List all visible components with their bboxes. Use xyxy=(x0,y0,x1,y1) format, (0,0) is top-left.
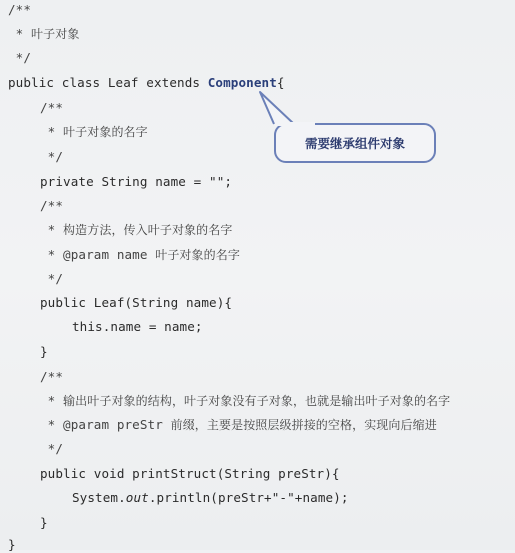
comment-star: * xyxy=(40,393,64,408)
code-line-3 xyxy=(8,50,31,66)
println-call: .println(preStr+"-"+name); xyxy=(148,490,349,505)
callout-pointer-join xyxy=(273,121,317,127)
code-line-20 xyxy=(40,466,340,482)
comment-text: 叶子对象的名字 xyxy=(63,125,148,139)
comment-close: */ xyxy=(40,271,64,286)
code-line-15 xyxy=(40,344,48,360)
comment-text: 构造方法，传入叶子对象的名字 xyxy=(63,223,233,237)
comment-text: 前缀，主要是按照层级拼接的空格，实现向后缩进 xyxy=(170,418,437,432)
comment-star: * xyxy=(40,222,64,237)
comment-star: * xyxy=(40,124,64,139)
code-line-17 xyxy=(40,393,450,409)
code-line-22 xyxy=(40,515,48,531)
open-brace: { xyxy=(276,75,285,90)
code-line-9 xyxy=(40,198,63,214)
class-close-brace: } xyxy=(8,537,16,552)
code-line-8 xyxy=(40,174,232,190)
code-line-23 xyxy=(8,537,16,553)
component-keyword: Component xyxy=(207,75,277,90)
code-line-7 xyxy=(40,149,63,165)
out-field: out xyxy=(125,490,149,505)
callout-text: 需要继承组件对象 xyxy=(304,136,405,151)
code-line-14 xyxy=(72,319,203,335)
comment-star: * xyxy=(8,26,32,41)
code-line-18 xyxy=(40,417,437,433)
assignment-statement: this.name = name; xyxy=(72,319,203,334)
comment-open: /** xyxy=(8,2,32,17)
comment-text: 叶子对象的名字 xyxy=(155,248,240,262)
code-line-21 xyxy=(72,490,349,506)
field-declaration: private String name = ""; xyxy=(40,174,233,189)
code-line-6 xyxy=(40,124,148,140)
comment-open: /** xyxy=(40,198,64,213)
param-tag: * @param preStr xyxy=(40,417,171,432)
code-line-16 xyxy=(40,369,63,385)
comment-close: */ xyxy=(40,441,64,456)
code-line-19 xyxy=(40,441,63,457)
code-line-1 xyxy=(8,2,31,18)
comment-close: */ xyxy=(8,50,32,65)
system-reference: System. xyxy=(72,490,126,505)
callout-bubble xyxy=(274,123,436,163)
code-line-10 xyxy=(40,222,232,238)
code-line-4 xyxy=(8,75,285,91)
comment-open: /** xyxy=(40,369,64,384)
code-line-11 xyxy=(40,247,240,263)
close-brace: } xyxy=(40,515,48,530)
class-declaration: public class Leaf extends xyxy=(8,75,208,90)
param-tag: * @param name xyxy=(40,247,156,262)
code-line-13 xyxy=(40,295,232,311)
comment-open: /** xyxy=(40,100,64,115)
comment-text: 叶子对象 xyxy=(31,27,80,41)
method-signature: public void printStruct(String preStr){ xyxy=(40,466,340,481)
comment-text: 输出叶子对象的结构，叶子对象没有子对象，也就是输出叶子对象的名字 xyxy=(63,394,451,408)
code-line-5 xyxy=(40,100,63,116)
close-brace: } xyxy=(40,344,48,359)
code-line-2 xyxy=(8,26,79,42)
comment-close: */ xyxy=(40,149,64,164)
code-line-12 xyxy=(40,271,63,287)
constructor-signature: public Leaf(String name){ xyxy=(40,295,233,310)
